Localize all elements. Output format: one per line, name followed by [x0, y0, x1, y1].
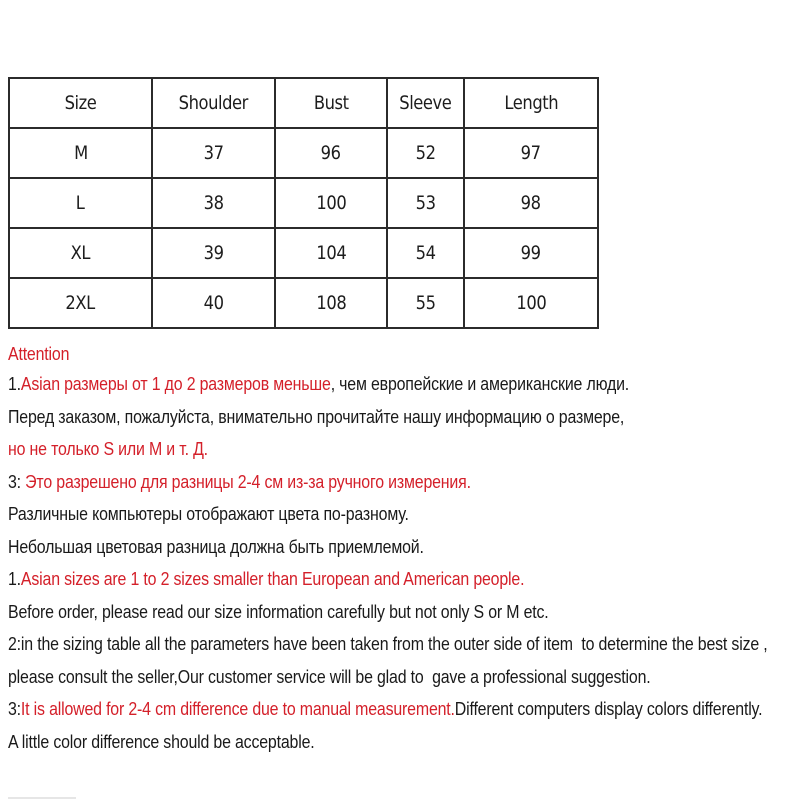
cell-size: L	[9, 178, 152, 228]
header-shoulder: Shoulder	[152, 78, 275, 128]
table-row	[9, 228, 598, 278]
cell-length: 99	[464, 228, 598, 278]
cell-bust: 100	[275, 178, 387, 228]
note-en-3: 2:in the sizing table all the parameters have been taken from the outer side of item to determine the best size ,	[8, 633, 768, 654]
note-en-5-highlight: It is allowed for 2-4 cm difference due to manual measurement.	[20, 698, 455, 719]
note-en-5-rest: Different computers display colors differently.	[454, 698, 763, 719]
cell-bust: 108	[275, 278, 387, 328]
header-size: Size	[9, 78, 152, 128]
note-ru-4-prefix: 3:	[8, 470, 26, 492]
cell-shoulder: 39	[152, 228, 275, 278]
note-ru-4-highlight: Это разрешено для разницы 2-4 см из-за ручного измерения.	[25, 470, 471, 492]
note-en-1	[8, 563, 689, 596]
cell-length: 97	[464, 128, 598, 178]
table-row	[9, 178, 598, 228]
size-notes	[8, 340, 800, 758]
header-sleeve: Sleeve	[387, 78, 464, 128]
header-length: Length	[464, 78, 598, 128]
cell-length: 98	[464, 178, 598, 228]
table-header-row	[9, 78, 598, 128]
cell-shoulder: 40	[152, 278, 275, 328]
cell-shoulder: 38	[152, 178, 275, 228]
note-en-1-prefix: 1.	[8, 568, 21, 589]
note-en-5	[8, 693, 763, 726]
note-en-6: A little color difference should be acceptable.	[8, 730, 315, 752]
cell-length: 100	[464, 278, 598, 328]
note-ru-5: Различные компьютеры отображают цвета по-разному.	[8, 503, 409, 524]
note-en-2: Before order, please read our size information carefully but not only S or M etc.	[8, 600, 549, 622]
note-en-4: please consult the seller,Our customer service will be glad to gave a professional suggestion.	[8, 665, 651, 687]
attention-heading: Attention	[8, 343, 70, 364]
cell-size: M	[9, 128, 152, 178]
note-ru-1-rest: , чем европейские и американские люди.	[330, 373, 630, 394]
note-ru-4	[8, 466, 689, 499]
cell-size: 2XL	[9, 278, 152, 328]
cell-sleeve: 52	[387, 128, 464, 178]
bottom-divider	[8, 797, 76, 799]
cell-size: XL	[9, 228, 152, 278]
header-bust: Bust	[275, 78, 387, 128]
table-row	[9, 278, 598, 328]
note-ru-3: но не только S или M и т. Д.	[8, 438, 208, 459]
note-ru-6: Небольшая цветовая разница должна быть приемлемой.	[8, 535, 424, 557]
cell-shoulder: 37	[152, 128, 275, 178]
cell-sleeve: 55	[387, 278, 464, 328]
table-row	[9, 128, 598, 178]
cell-bust: 104	[275, 228, 387, 278]
note-ru-1	[8, 368, 689, 401]
note-ru-1-highlight: Asian размеры от 1 до 2 размеров меньше	[20, 373, 331, 394]
cell-bust: 96	[275, 128, 387, 178]
note-en-5-prefix: 3:	[8, 698, 21, 719]
size-chart-table	[8, 77, 599, 329]
note-ru-1-prefix: 1.	[8, 373, 21, 394]
cell-sleeve: 54	[387, 228, 464, 278]
note-en-1-highlight: Asian sizes are 1 to 2 sizes smaller than European and American people.	[20, 568, 525, 589]
note-ru-2: Перед заказом, пожалуйста, внимательно прочитайте нашу информацию о размере,	[8, 405, 625, 427]
cell-sleeve: 53	[387, 178, 464, 228]
